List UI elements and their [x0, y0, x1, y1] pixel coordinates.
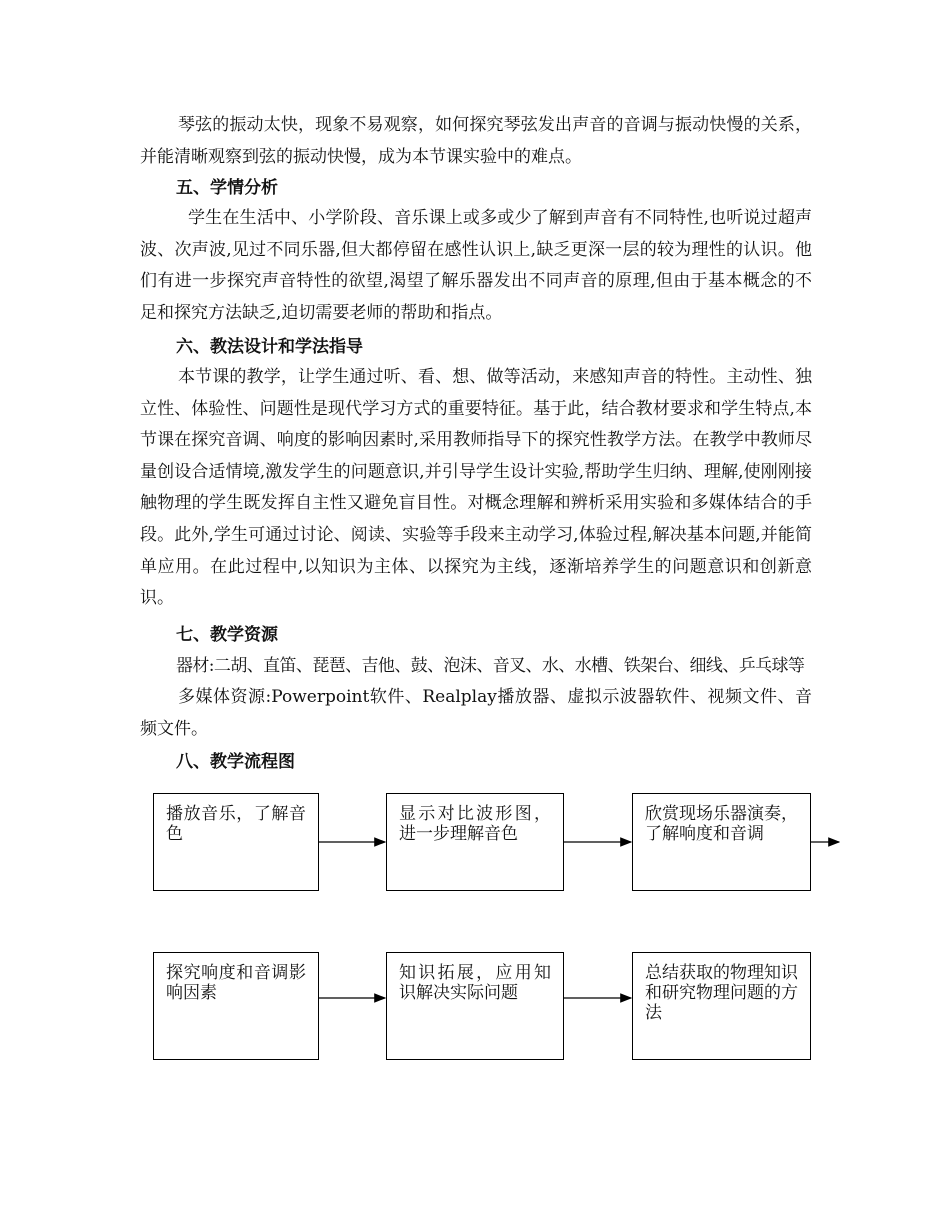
flow-step-4-text: 探究响度和音调影响因素 — [166, 963, 306, 1003]
flow-step-3-text: 欣赏现场乐器演奏，了解响度和音调 — [645, 804, 798, 844]
paragraph-teaching-method: 本节课的教学，让学生通过听、看、想、做等活动，来感知声音的特性。主动性、独立性、体验性、问题性是现代学习方式的重要特征。基于此，结合教材要求和学生特点,本节课在探究音调、响度的影响因素时,采用教师指导下的探究性教学方法。在教学中教师尽量创设合适情境,激发学生的问题意识,并引导学生设计实验,帮助学生归纳、理解,使刚刚接触物理的学生既发挥自主性又避免盲目性。对概念理解和辨析采用实验和多媒体结合的手段。此外,学生可通过讨论、阅读、实验等手段来主动学习,体验过程,解决基本问题,并能简单应用。在此过程中,以知识为主体、以探究为主线，逐渐培养学生的问题意识和创新意识。 — [140, 367, 812, 609]
paragraph-student-analysis: 学生在生活中、小学阶段、音乐课上或多或少了解到声音有不同特性,也听说过超声波、次声波,见过不同乐器,但大都停留在感性认识上,缺乏更深一层的较为理性的认识。他们有进一步探究声音特性的欲望,渴望了解乐器发出不同声音的原理,但由于基本概念的不足和探究方法缺乏,迫切需要老师的帮助和指点。 — [140, 208, 812, 323]
heading-teaching-method: 六、教法设计和学法指导 — [176, 337, 363, 357]
equipment-line: 器材:二胡、直笛、琵琶、吉他、鼓、泡沫、音叉、水、水槽、铁架台、细线、乒乓球等 — [176, 656, 805, 676]
flow-step-2-text: 显示对比波形图，进一步理解音色 — [399, 804, 551, 844]
flow-step-1-text: 播放音乐，了解音色 — [166, 804, 306, 844]
heading-student-analysis: 五、学情分析 — [176, 178, 278, 198]
paragraph-difficulty: 琴弦的振动太快，现象不易观察，如何探究琴弦发出声音的音调与振动快慢的关系，并能清晰观察到弦的振动快慢，成为本节课实验中的难点。 — [140, 115, 812, 167]
flow-step-6-text: 总结获取的物理知识和研究物理问题的方法 — [645, 963, 798, 1023]
heading-flowchart: 八、教学流程图 — [176, 752, 295, 772]
multimedia-line: 多媒体资源:Powerpoint软件、Realplay播放器、虚拟示波器软件、视频文件、音频文件。 — [140, 687, 812, 739]
heading-teaching-resources: 七、教学资源 — [176, 625, 278, 645]
flow-step-5-text: 知识拓展，应用知识解决实际问题 — [399, 963, 551, 1003]
